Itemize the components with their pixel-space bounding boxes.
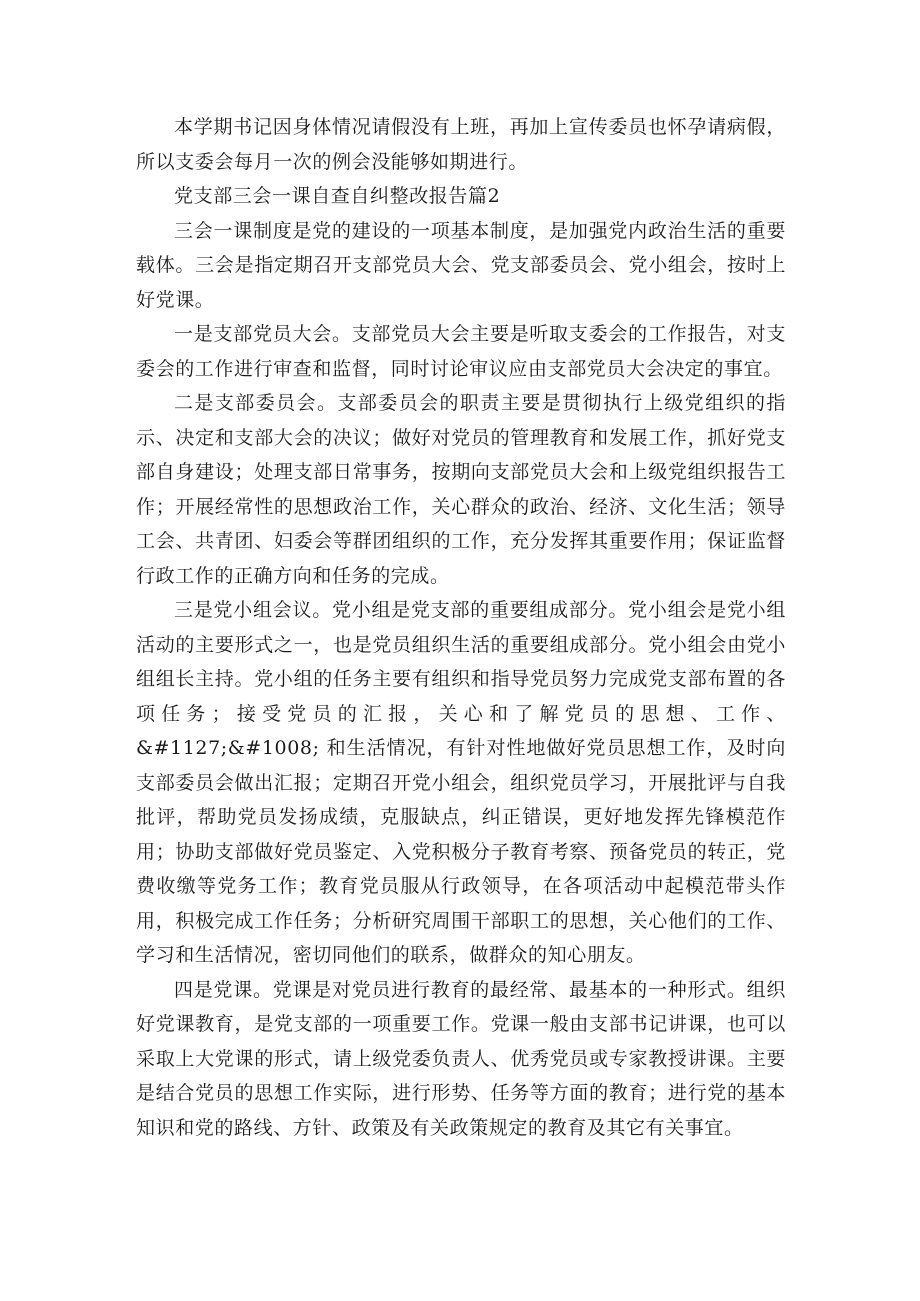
paragraph-committee: 二是支部委员会。支部委员会的职责主要是贯彻执行上级党组织的指示、决定和支部大会的决议；做好对党员的管理教育和发展工作，抓好党支部自身建设；处理支部日常事务，按期向支部党员大会和上级党组织报告工作；开展经常性的思想政治工作，关心群众的政治、经济、文化生活；领导工会、共青团、妇委会等群团组织的工作，充分发挥其重要作用；保证监督行政工作的正确方向和任务的完成。 xyxy=(136,392,786,587)
document-body xyxy=(136,110,786,1145)
paragraph-member-meeting: 一是支部党员大会。支部党员大会主要是听取支委会的工作报告，对支委会的工作进行审查和监督，同时讨论审议应由支部党员大会决定的事宜。 xyxy=(136,323,786,380)
paragraph-party-lecture: 四是党课。党课是对党员进行教育的最经常、最基本的一种形式。组织好党课教育，是党支部的一项重要工作。党课一般由支部书记讲课，也可以采取上大党课的形式，请上级党委负责人、优秀党员或专家教授讲课。主要是结合党员的思想工作实际，进行形势、任务等方面的教育；进行党的基本知识和党的路线、方针、政策及有关政策规定的教育及其它有关事宜。 xyxy=(136,978,786,1139)
section-heading: 党支部三会一课自查自纠整改报告篇2 xyxy=(174,185,501,207)
paragraph-absence-note: 本学期书记因身体情况请假没有上班，再加上宣传委员也怀孕请病假，所以支委会每月一次的例会没能够如期进行。 xyxy=(136,116,786,173)
paragraph-intro: 三会一课制度是党的建设的一项基本制度，是加强党内政治生活的重要载体。三会是指定期召开支部党员大会、党支部委员会、党小组会，按时上好党课。 xyxy=(136,219,786,311)
paragraph-group-meeting: 三是党小组会议。党小组是党支部的重要组成部分。党小组会是党小组活动的主要形式之一，也是党员组织生活的重要组成部分。党小组会由党小组组长主持。党小组的任务主要有组织和指导党员努力完成党支部布置的各项任务；接受党员的汇报，关心和了解党员的思想、工作、&#1127;&#1008; 和生活情况，有针对性地做好党员思想工作，及时向支部委员会做出汇报；定期召开党小组会，组织党员学习，开展批评与自我批评，帮助党员发扬成绩，克服缺点，纠正错误，更好地发挥先锋模范作用；协助支部做好党员鉴定、入党积极分子教育考察、预备党员的转正，党费收缴等党务工作；教育党员服从行政领导，在各项活动中起模范带头作用，积极完成工作任务；分析研究周围干部职工的思想，关心他们的工作、学习和生活情况，密切同他们的联系，做群众的知心朋友。 xyxy=(136,599,786,966)
